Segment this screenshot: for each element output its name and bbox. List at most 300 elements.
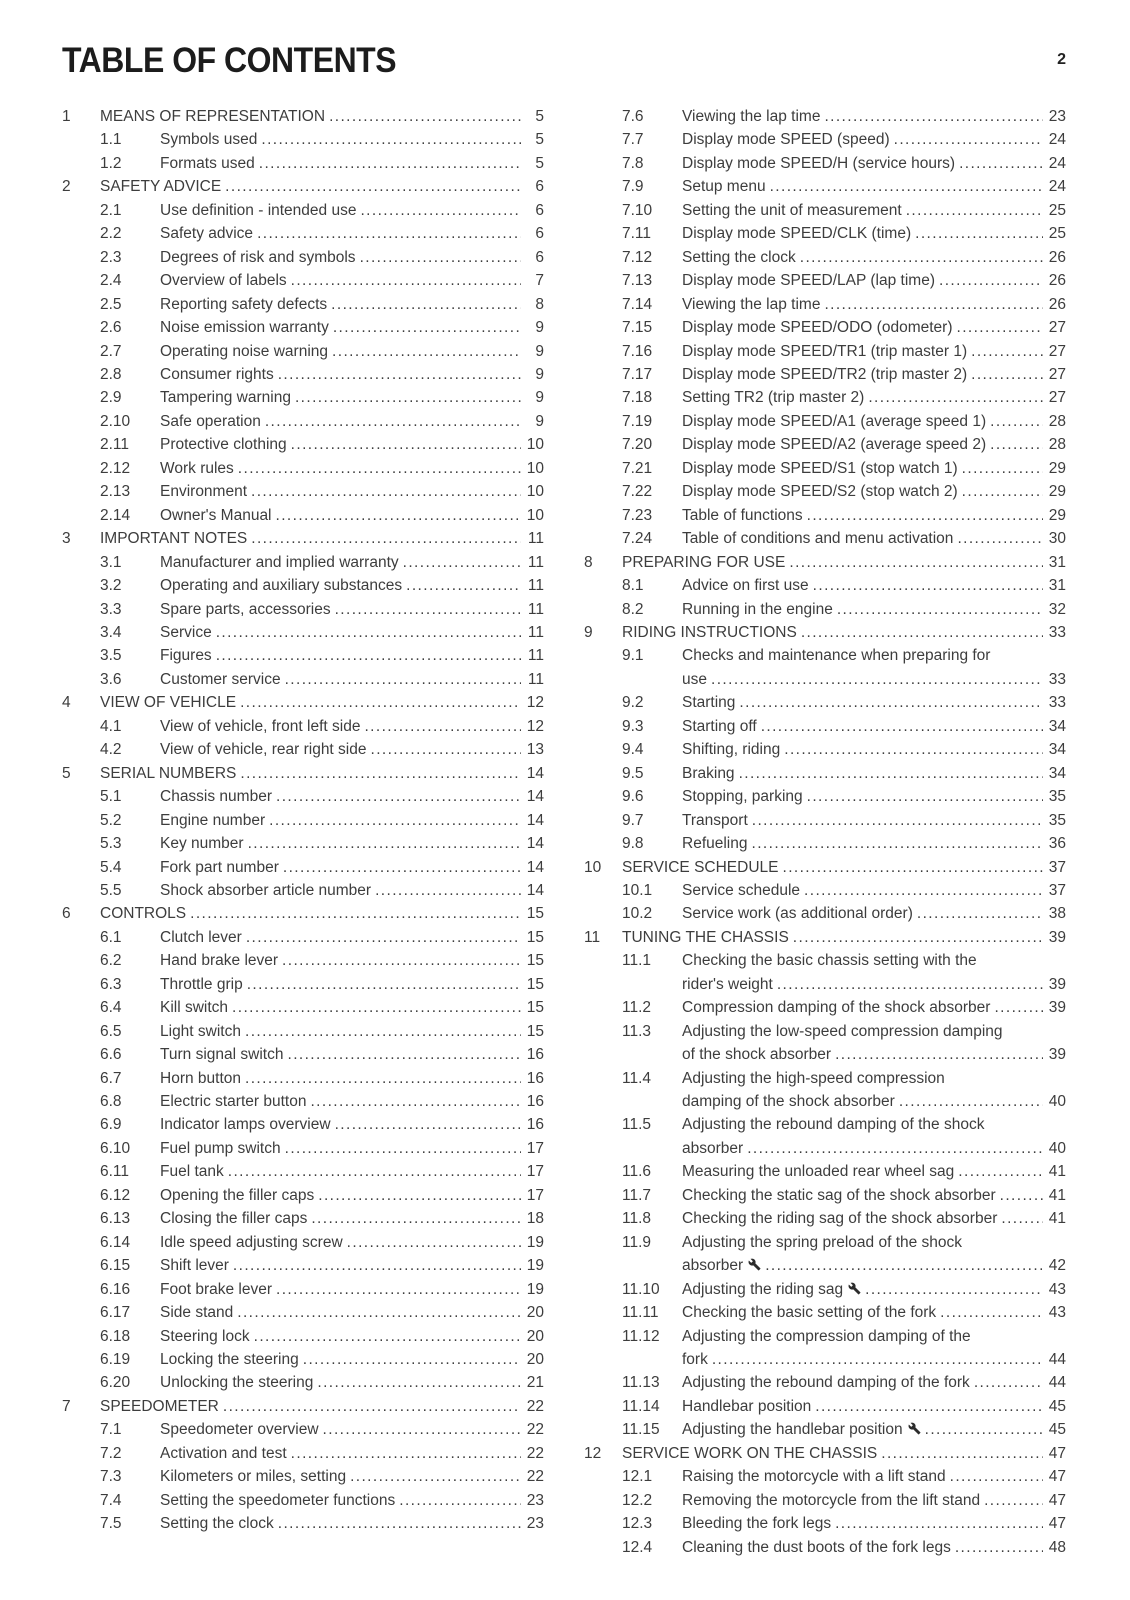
toc-entry-title: Bleeding the fork legs [682, 1515, 832, 1533]
toc-entry[interactable] [584, 1489, 1066, 1512]
toc-entry[interactable] [62, 1395, 544, 1418]
toc-entry[interactable] [584, 879, 1066, 902]
toc-page-number: 26 [1048, 295, 1066, 313]
toc-page-number: 29 [1048, 459, 1066, 477]
toc-entry[interactable] [62, 386, 544, 409]
toc-entry-content [160, 386, 544, 409]
toc-entry-content [682, 293, 1066, 316]
toc-entry[interactable] [62, 527, 544, 550]
toc-entry[interactable] [62, 1301, 544, 1324]
toc-entry-title: Use definition - intended use [160, 201, 357, 219]
toc-entry[interactable] [584, 949, 1066, 972]
toc-entry-number: 3.2 [100, 577, 122, 595]
toc-entry[interactable] [62, 1020, 544, 1043]
toc-entry[interactable] [584, 1113, 1066, 1136]
toc-entry-number: 5.2 [100, 811, 122, 829]
toc-entry[interactable] [62, 1371, 544, 1394]
toc-entry[interactable] [62, 152, 544, 175]
toc-entry[interactable] [62, 1184, 544, 1207]
page-title: TABLE OF CONTENTS [62, 41, 397, 81]
toc-entry[interactable] [62, 1090, 544, 1113]
toc-entry[interactable] [62, 574, 544, 597]
toc-dot-leader [959, 152, 1043, 175]
toc-entry[interactable] [584, 246, 1066, 269]
toc-dot-leader [318, 1184, 521, 1207]
toc-page-number: 22 [526, 1468, 544, 1486]
toc-entry-content [160, 1254, 544, 1277]
toc-entry[interactable] [584, 433, 1066, 456]
toc-entry[interactable] [584, 386, 1066, 409]
toc-entry[interactable] [62, 410, 544, 433]
toc-entry-number [622, 1254, 682, 1277]
toc-page-number: 25 [1048, 201, 1066, 219]
toc-entry[interactable] [584, 527, 1066, 550]
toc-entry-title: SERVICE SCHEDULE [622, 858, 779, 876]
toc-entry-content [160, 1442, 544, 1465]
toc-entry[interactable] [62, 598, 544, 621]
toc-entry-title: damping of the shock absorber [682, 1093, 895, 1111]
toc-entry-title: Clutch lever [160, 928, 242, 946]
toc-page-number: 47 [1048, 1468, 1066, 1486]
toc-entry-content [682, 809, 1066, 832]
toc-page-number: 7 [535, 272, 544, 290]
toc-entry[interactable] [584, 363, 1066, 386]
toc-column [584, 105, 1066, 1559]
toc-entry[interactable] [584, 551, 1066, 574]
toc-entry-number: 9.2 [622, 694, 644, 712]
toc-entry-content [160, 1184, 544, 1207]
toc-entry[interactable] [584, 152, 1066, 175]
toc-entry[interactable] [584, 809, 1066, 832]
toc-entry-content [682, 1160, 1066, 1183]
toc-entry-content [160, 1043, 544, 1066]
toc-page-number: 45 [1048, 1397, 1066, 1415]
toc-entry-content [682, 1184, 1066, 1207]
toc-entry-number: 7.5 [100, 1515, 122, 1533]
toc-entry[interactable] [584, 1301, 1066, 1324]
toc-entry-title: RIDING INSTRUCTIONS [622, 623, 797, 641]
toc-dot-leader [259, 152, 521, 175]
toc-entry[interactable] [584, 1465, 1066, 1488]
toc-page-number: 39 [1048, 975, 1066, 993]
toc-entry-number: 6.5 [100, 1022, 122, 1040]
toc-entry-title: Customer service [160, 670, 281, 688]
toc-entry-content [682, 1278, 1066, 1301]
toc-entry[interactable] [62, 293, 544, 316]
toc-entry-title: Adjusting the low-speed compression damping [682, 1022, 1003, 1040]
toc-entry-number: 3.1 [100, 553, 122, 571]
toc-entry-number: 6 [62, 905, 71, 923]
toc-page-number: 34 [1048, 717, 1066, 735]
toc-entry[interactable] [62, 879, 544, 902]
toc-entry[interactable] [584, 973, 1066, 996]
toc-dot-leader [956, 316, 1043, 339]
toc-entry-number: 12.2 [622, 1491, 653, 1509]
toc-entry-title: View of vehicle, front left side [160, 717, 361, 735]
toc-entry-title: Viewing the lap time [682, 295, 821, 313]
toc-entry[interactable] [584, 457, 1066, 480]
toc-entry-number: 9.5 [622, 764, 644, 782]
toc-entry-content [160, 1113, 544, 1136]
toc-dot-leader [955, 1536, 1043, 1559]
toc-entry[interactable] [584, 926, 1066, 949]
toc-page-number: 44 [1048, 1351, 1066, 1369]
toc-dot-leader [915, 222, 1043, 245]
toc-entry-number: 11.4 [622, 1069, 652, 1087]
toc-dot-leader [990, 433, 1043, 456]
toc-entry[interactable] [62, 1348, 544, 1371]
toc-entry-number: 6.10 [100, 1139, 131, 1157]
toc-entry-title: Degrees of risk and symbols [160, 248, 356, 266]
toc-dot-leader [216, 621, 521, 644]
toc-entry-number: 3.5 [100, 647, 122, 665]
toc-entry[interactable] [584, 621, 1066, 644]
toc-page-number: 9 [535, 389, 544, 407]
toc-entry-content [160, 973, 544, 996]
toc-entry[interactable] [584, 1371, 1066, 1394]
toc-entry[interactable] [62, 128, 544, 151]
toc-entry[interactable] [62, 973, 544, 996]
toc-entry[interactable] [62, 1231, 544, 1254]
toc-dot-leader [276, 785, 521, 808]
toc-entry[interactable] [62, 691, 544, 714]
toc-entry[interactable] [584, 316, 1066, 339]
toc-entry-title: Starting [682, 694, 736, 712]
toc-entry-title: Checking the static sag of the shock absorber [682, 1186, 996, 1204]
toc-dot-leader [807, 785, 1043, 808]
toc-dot-leader [747, 1137, 1043, 1160]
toc-page-number: 17 [526, 1139, 544, 1157]
toc-entry[interactable] [62, 480, 544, 503]
toc-dot-leader [824, 105, 1043, 128]
toc-entry[interactable] [584, 1395, 1066, 1418]
toc-entry[interactable] [62, 621, 544, 644]
toc-entry-title: Display mode SPEED/S2 (stop watch 2) [682, 483, 958, 501]
toc-entry[interactable] [62, 551, 544, 574]
toc-entry[interactable] [584, 785, 1066, 808]
toc-entry[interactable] [62, 1278, 544, 1301]
toc-entry[interactable] [584, 128, 1066, 151]
toc-entry[interactable] [584, 1512, 1066, 1535]
toc-entry[interactable] [62, 175, 544, 198]
toc-entry[interactable] [62, 316, 544, 339]
toc-entry-content [160, 1020, 544, 1043]
toc-entry-number: 2.5 [100, 295, 122, 313]
toc-entry-content [682, 738, 1066, 761]
toc-entry[interactable] [584, 856, 1066, 879]
toc-dot-leader [228, 1160, 521, 1183]
toc-entry[interactable] [62, 1137, 544, 1160]
toc-entry-content [682, 316, 1066, 339]
toc-entry-content [682, 832, 1066, 855]
toc-entry[interactable] [584, 574, 1066, 597]
toc-entry[interactable] [584, 340, 1066, 363]
toc-entry[interactable] [62, 1465, 544, 1488]
toc-entry-content [100, 902, 544, 925]
toc-dot-leader [332, 340, 521, 363]
toc-entry-number: 10.1 [622, 881, 653, 899]
toc-page-number: 10 [526, 506, 544, 524]
toc-entry-content [160, 1325, 544, 1348]
toc-entry-number: 2.3 [100, 248, 122, 266]
toc-entry-title: Closing the filler caps [160, 1210, 308, 1228]
toc-page-number: 28 [1048, 412, 1066, 430]
toc-entry-number: 4.1 [100, 717, 122, 735]
toc-entry[interactable] [584, 269, 1066, 292]
toc-entry-content [682, 996, 1066, 1019]
toc-entry[interactable] [62, 1254, 544, 1277]
toc-dot-leader [917, 902, 1043, 925]
toc-entry-content [160, 879, 544, 902]
toc-entry-title: Setting the speedometer functions [160, 1491, 396, 1509]
toc-entry-number: 12.4 [622, 1538, 653, 1556]
toc-dot-leader [331, 293, 521, 316]
toc-entry-title: Adjusting the handlebar position [682, 1421, 903, 1439]
toc-entry[interactable] [62, 1418, 544, 1441]
toc-entry[interactable] [62, 504, 544, 527]
toc-dot-leader [216, 644, 521, 667]
toc-page-number: 33 [1048, 694, 1066, 712]
toc-entry[interactable] [584, 1207, 1066, 1230]
toc-entry-title: Cleaning the dust boots of the fork legs [682, 1538, 951, 1556]
toc-dot-leader [739, 691, 1043, 714]
toc-entry[interactable] [584, 1348, 1066, 1371]
toc-entry-content [622, 551, 1066, 574]
toc-page-number: 16 [526, 1093, 544, 1111]
toc-entry[interactable] [584, 1137, 1066, 1160]
toc-page-number: 31 [1048, 553, 1066, 571]
toc-entry[interactable] [584, 598, 1066, 621]
toc-entry-title: Display mode SPEED/LAP (lap time) [682, 272, 935, 290]
toc-entry-content [160, 1067, 544, 1090]
toc-entry[interactable] [584, 1067, 1066, 1090]
toc-dot-leader [868, 386, 1043, 409]
toc-page-number: 43 [1048, 1280, 1066, 1298]
toc-entry-number: 2.4 [100, 272, 122, 290]
toc-entry[interactable] [62, 902, 544, 925]
toc-entry[interactable] [62, 105, 544, 128]
toc-page-number: 31 [1048, 577, 1066, 595]
toc-entry[interactable] [584, 1442, 1066, 1465]
toc-entry-number: 6.9 [100, 1116, 122, 1134]
toc-entry[interactable] [62, 785, 544, 808]
toc-entry-content [160, 644, 544, 667]
toc-entry-number: 11 [584, 928, 601, 946]
toc-entry-number: 7.16 [622, 342, 653, 360]
toc-entry[interactable] [584, 222, 1066, 245]
toc-entry-number: 5 [62, 764, 71, 782]
toc-entry-title: Display mode SPEED/ODO (odometer) [682, 319, 953, 337]
toc-dot-leader [971, 363, 1043, 386]
toc-entry[interactable] [62, 738, 544, 761]
toc-entry-content [682, 152, 1066, 175]
toc-entry[interactable] [62, 222, 544, 245]
toc-entry[interactable] [584, 410, 1066, 433]
toc-entry-content [682, 1043, 1066, 1066]
toc-entry[interactable] [62, 1160, 544, 1183]
toc-entry[interactable] [584, 504, 1066, 527]
toc-entry[interactable] [584, 199, 1066, 222]
toc-page-number: 15 [526, 999, 544, 1017]
toc-entry[interactable] [584, 293, 1066, 316]
toc-dot-leader [925, 1418, 1043, 1441]
toc-entry-number: 8.1 [622, 577, 644, 595]
toc-dot-leader [190, 902, 521, 925]
toc-entry-content [160, 433, 544, 456]
toc-entry[interactable] [584, 832, 1066, 855]
toc-entry-content [682, 668, 1066, 691]
toc-entry-number: 5.3 [100, 835, 122, 853]
toc-entry[interactable] [584, 1090, 1066, 1113]
toc-entry-content [682, 949, 1066, 972]
toc-page-number: 24 [1048, 131, 1066, 149]
toc-entry-content [160, 598, 544, 621]
toc-dot-leader [789, 551, 1043, 574]
toc-entry-title: Opening the filler caps [160, 1186, 315, 1204]
toc-entry-content [160, 152, 544, 175]
toc-entry[interactable] [584, 644, 1066, 667]
toc-entry[interactable] [584, 1418, 1066, 1441]
toc-entry[interactable] [62, 832, 544, 855]
toc-entry[interactable] [584, 1043, 1066, 1066]
toc-entry[interactable] [62, 926, 544, 949]
toc-entry[interactable] [584, 105, 1066, 128]
toc-entry-title: Raising the motorcycle with a lift stand [682, 1468, 946, 1486]
toc-entry-number: 6.8 [100, 1093, 122, 1111]
toc-entry-title: SPEEDOMETER [100, 1397, 219, 1415]
toc-page-number: 37 [1048, 881, 1066, 899]
toc-page-number: 33 [1048, 670, 1066, 688]
toc-entry[interactable] [62, 1113, 544, 1136]
toc-entry-number: 1 [62, 108, 71, 125]
toc-entry-content [682, 973, 1066, 996]
toc-entry-title: SAFETY ADVICE [100, 178, 222, 196]
toc-entry[interactable] [62, 340, 544, 363]
toc-entry[interactable] [584, 1325, 1066, 1348]
toc-entry[interactable] [62, 668, 544, 691]
wrench-icon [908, 1422, 921, 1435]
toc-dot-leader [317, 1371, 521, 1394]
toc-entry[interactable] [584, 175, 1066, 198]
toc-entry-number: 11.1 [622, 952, 652, 970]
toc-page-number: 40 [1048, 1139, 1066, 1157]
toc-page-number: 11 [527, 647, 544, 665]
toc-entry[interactable] [62, 1512, 544, 1535]
toc-entry[interactable] [62, 809, 544, 832]
toc-entry-content [160, 1137, 544, 1160]
toc-entry[interactable] [584, 715, 1066, 738]
toc-entry-content [160, 1301, 544, 1324]
toc-entry[interactable] [62, 996, 544, 1019]
toc-page-number: 6 [535, 248, 544, 266]
toc-entry-title: Kill switch [160, 999, 229, 1017]
toc-entry[interactable] [584, 691, 1066, 714]
toc-entry[interactable] [62, 644, 544, 667]
toc-page-number: 6 [535, 178, 544, 196]
toc-dot-leader [375, 879, 521, 902]
toc-entry[interactable] [584, 1020, 1066, 1043]
toc-entry[interactable] [62, 269, 544, 292]
toc-entry[interactable] [584, 668, 1066, 691]
toc-dot-leader [310, 1090, 521, 1113]
toc-entry[interactable] [62, 856, 544, 879]
toc-dot-leader [291, 269, 521, 292]
toc-entry[interactable] [62, 457, 544, 480]
toc-entry[interactable] [62, 1043, 544, 1066]
toc-entry[interactable] [584, 1160, 1066, 1183]
toc-entry[interactable] [584, 1254, 1066, 1277]
toc-page-number: 5 [535, 108, 544, 125]
toc-entry[interactable] [62, 1325, 544, 1348]
toc-page-number: 15 [526, 952, 544, 970]
toc-entry[interactable] [584, 902, 1066, 925]
toc-entry-content [160, 668, 544, 691]
toc-entry-content [682, 410, 1066, 433]
toc-entry[interactable] [584, 480, 1066, 503]
toc-entry[interactable] [584, 996, 1066, 1019]
toc-page-number: 42 [1048, 1257, 1066, 1275]
toc-entry-number: 9.8 [622, 835, 644, 853]
toc-entry-number: 9 [584, 623, 593, 641]
toc-entry-title: SERVICE WORK ON THE CHASSIS [622, 1444, 878, 1462]
toc-page-number: 44 [1048, 1374, 1066, 1392]
toc-entry[interactable] [62, 1067, 544, 1090]
toc-dot-leader [347, 1231, 521, 1254]
toc-dot-leader [835, 1512, 1043, 1535]
toc-entry-content [100, 105, 544, 128]
toc-page-number: 10 [526, 459, 544, 477]
toc-entry[interactable] [584, 738, 1066, 761]
toc-entry-number: 6.11 [100, 1163, 130, 1181]
toc-entry[interactable] [584, 762, 1066, 785]
toc-entry[interactable] [62, 1489, 544, 1512]
toc-entry[interactable] [584, 1184, 1066, 1207]
toc-entry-title: Safe operation [160, 412, 261, 430]
toc-dot-leader [940, 1301, 1043, 1324]
toc-entry-title: Side stand [160, 1304, 234, 1322]
toc-entry-number: 11.6 [622, 1163, 652, 1181]
toc-entry-content [160, 1160, 544, 1183]
toc-entry-content [682, 644, 1066, 667]
toc-entry-title: use [682, 670, 707, 688]
toc-entry[interactable] [62, 1442, 544, 1465]
toc-entry[interactable] [62, 949, 544, 972]
toc-entry[interactable] [62, 199, 544, 222]
toc-entry-title: Environment [160, 483, 248, 501]
toc-entry-title: Display mode SPEED/TR1 (trip master 1) [682, 342, 968, 360]
toc-entry[interactable] [584, 1278, 1066, 1301]
toc-page-number: 16 [526, 1046, 544, 1064]
toc-entry[interactable] [62, 715, 544, 738]
toc-entry[interactable] [62, 433, 544, 456]
toc-entry[interactable] [62, 246, 544, 269]
toc-dot-leader [1000, 1184, 1043, 1207]
toc-entry-number: 10 [584, 858, 602, 876]
toc-entry[interactable] [584, 1536, 1066, 1559]
toc-entry[interactable] [62, 1207, 544, 1230]
toc-entry[interactable] [62, 762, 544, 785]
toc-entry-title: Tampering warning [160, 389, 291, 407]
toc-entry[interactable] [62, 363, 544, 386]
toc-entry-title: Checking the riding sag of the shock absorber [682, 1210, 998, 1228]
toc-entry[interactable] [584, 1231, 1066, 1254]
toc-dot-leader [285, 668, 521, 691]
toc-dot-leader [962, 480, 1043, 503]
toc-entry-content [160, 832, 544, 855]
toc-page-number: 41 [1048, 1186, 1066, 1204]
toc-dot-leader [269, 809, 521, 832]
toc-dot-leader [254, 1325, 521, 1348]
